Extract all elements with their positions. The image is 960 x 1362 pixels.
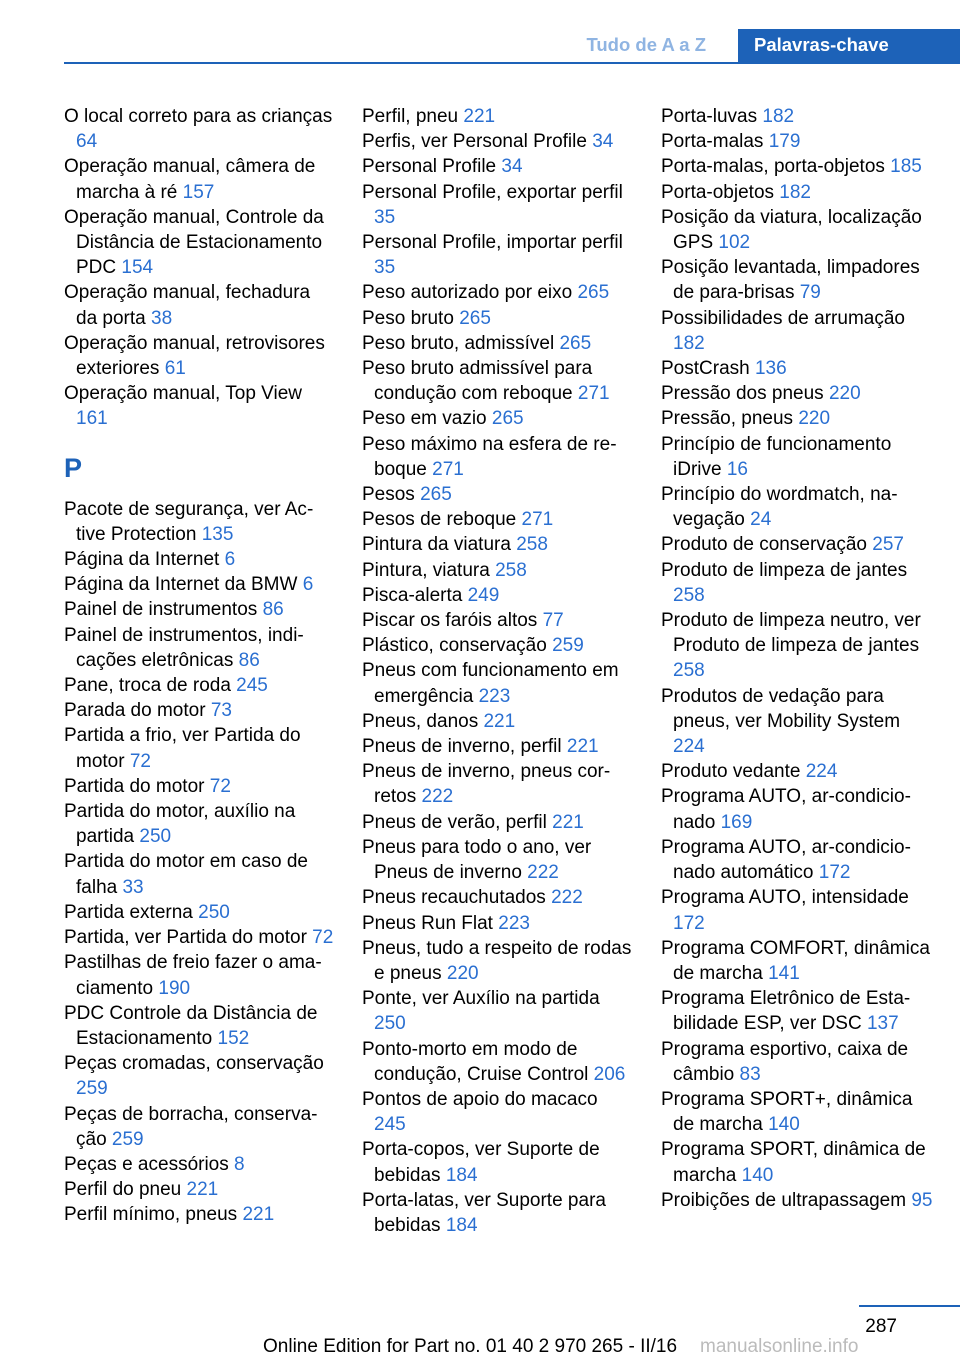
index-page-link[interactable]: 250 [374, 1013, 406, 1035]
index-entry-term: Pneus de inverno, pneus corretos [362, 761, 611, 808]
index-entry [362, 633, 634, 658]
index-entry [362, 885, 634, 910]
index-page-link[interactable]: 258 [673, 660, 705, 682]
index-entry [661, 684, 933, 760]
index-page-link[interactable]: 35 [374, 206, 396, 228]
index-page-link[interactable]: 259 [76, 1078, 108, 1100]
index-entry-term: Porta-copos, ver Suporte de bebidas [362, 1139, 600, 1186]
index-entry [661, 558, 933, 608]
index-entry-term: Peças de borracha, conservação [64, 1103, 318, 1150]
index-entry [362, 1037, 634, 1087]
index-page-link[interactable]: 206 [593, 1063, 626, 1085]
index-page-link[interactable]: 169 [720, 811, 753, 833]
index-entry [661, 1087, 933, 1137]
index-entry [64, 623, 336, 673]
index-entry [362, 734, 634, 759]
index-page-link[interactable]: 265 [420, 484, 452, 506]
index-page-link[interactable]: 35 [374, 257, 396, 279]
index-page-link[interactable]: 223 [498, 912, 530, 934]
index-entry-term: Partida a frio, ver Partida do motor [64, 725, 301, 772]
index-entry [64, 799, 336, 849]
index-entry-term: Pressão, pneus [661, 408, 794, 430]
index-page-link[interactable]: 61 [164, 358, 186, 380]
index-page-link[interactable]: 271 [577, 383, 610, 405]
index-page-link[interactable]: 72 [312, 927, 334, 949]
index-entry-term: Programa esportivo, caixa de câmbio [661, 1038, 909, 1085]
index-entry [362, 356, 634, 406]
index-entry [64, 1051, 336, 1101]
index-entry [661, 1137, 933, 1187]
index-entry [64, 900, 336, 925]
index-entry-term: Pneus recauchutados [362, 887, 546, 909]
index-page-link[interactable]: 86 [238, 649, 260, 671]
index-entry-term: Perfil mínimo, pneus [64, 1204, 238, 1226]
index-entry [661, 406, 933, 431]
index-entry-term: Pneus para todo o ano, ver Pneus de inverno [362, 836, 592, 884]
index-entry [64, 723, 336, 773]
index-entry-term: Pneus de inverno, perfil [362, 736, 562, 758]
index-page-link[interactable]: 86 [262, 599, 284, 621]
index-entry [362, 230, 634, 280]
index-page-link[interactable]: 249 [467, 584, 500, 606]
index-entry [64, 1001, 336, 1051]
index-page-link[interactable]: 140 [768, 1114, 800, 1136]
index-entry [64, 1177, 336, 1202]
index-entry [362, 154, 634, 179]
index-entry-term: Pneus, tudo a respeito de rodas e pneus [362, 937, 632, 984]
index-entry [64, 1202, 336, 1227]
index-page-link[interactable]: 222 [421, 786, 454, 808]
index-entry-term: Operação manual, fechadura da porta [64, 282, 311, 329]
index-entry-term: Produto de limpeza de jantes [661, 559, 908, 581]
index-entry [661, 986, 933, 1036]
index-entry [362, 180, 634, 230]
index-page-link[interactable]: 6 [224, 549, 236, 571]
index-entry [362, 1188, 634, 1238]
index-entry [661, 129, 933, 154]
index-entry-term: Pneus, danos [362, 710, 479, 732]
index-entry-term: Peças e acessórios [64, 1153, 229, 1175]
index-entry [661, 104, 933, 129]
index-page-link[interactable]: 271 [521, 509, 554, 531]
index-entry [362, 1137, 634, 1187]
index-letter-heading: P [64, 452, 83, 483]
index-entry [64, 331, 336, 381]
index-entry-term: Posição levantada, limpadores de para-brisas [661, 257, 920, 304]
index-page-link[interactable]: 220 [798, 408, 831, 430]
index-page-link[interactable]: 157 [182, 181, 215, 203]
index-entry [362, 406, 634, 431]
index-entry [64, 597, 336, 622]
index-entry [661, 255, 933, 305]
index-entry [661, 205, 933, 255]
section-tab[interactable]: Tudo de A a Z [586, 34, 706, 55]
index-page-link[interactable]: 73 [210, 700, 232, 722]
index-entry-term: Porta-latas, ver Suporte para bebidas [362, 1189, 606, 1236]
index-entry-term: Programa AUTO, ar-condicionado automático [661, 836, 911, 884]
index-page-link[interactable]: 136 [754, 358, 787, 380]
index-entry [362, 532, 634, 557]
footer-divider [859, 1305, 960, 1307]
index-entry-term: Programa SPORT, dinâmica de marcha [661, 1139, 926, 1186]
index-page-link[interactable]: 83 [739, 1063, 761, 1085]
index-entry [64, 698, 336, 723]
index-entry [362, 936, 634, 986]
index-page-link[interactable]: 221 [242, 1204, 275, 1226]
index-entry [64, 497, 336, 547]
index-page-link[interactable]: 152 [217, 1027, 250, 1049]
index-page-link[interactable]: 102 [718, 232, 751, 254]
index-page-link[interactable]: 245 [374, 1114, 406, 1136]
index-entry-term: PDC Controle da Distância de Estacionamento [64, 1002, 318, 1049]
index-page-link[interactable]: 220 [446, 962, 479, 984]
index-entry [661, 835, 933, 885]
index-entry-term: Partida do motor em caso de falha [64, 851, 308, 898]
index-entry-term: Personal Profile, exportar perfil [362, 181, 623, 203]
index-entry [661, 759, 933, 784]
index-entry-term: Produtos de vedação para pneus, ver Mobility System [661, 685, 901, 732]
index-page-link[interactable]: 258 [516, 534, 548, 556]
index-column-2 [362, 104, 634, 1238]
index-page-link[interactable]: 265 [577, 282, 610, 304]
index-entry [64, 381, 336, 431]
index-entry-term: Peso bruto, admissível [362, 332, 555, 354]
index-entry-term: PostCrash [661, 358, 750, 380]
index-entry [362, 280, 634, 305]
index-entry [661, 1037, 933, 1087]
index-page-link[interactable]: 258 [495, 559, 527, 581]
index-page-link[interactable]: 245 [236, 675, 268, 697]
index-page-link[interactable]: 8 [234, 1153, 245, 1175]
index-entry [661, 306, 933, 356]
index-entry-term: Peso máximo na esfera de reboque [362, 433, 617, 480]
index-entry [64, 104, 336, 154]
index-entry [64, 673, 336, 698]
index-page-link[interactable]: 258 [673, 584, 705, 606]
index-page-link[interactable]: 265 [459, 307, 491, 329]
header-bar [64, 29, 960, 64]
index-page-link[interactable]: 259 [552, 635, 584, 657]
index-page-link[interactable]: 184 [445, 1214, 478, 1236]
index-page-link[interactable]: 38 [151, 307, 173, 329]
index-entry [362, 104, 634, 129]
index-page-link[interactable]: 77 [542, 610, 564, 632]
index-entry-term: Pontos de apoio do macaco [362, 1088, 598, 1110]
watermark: manualsonline.info [700, 1336, 859, 1357]
index-entry [64, 849, 336, 899]
index-entry-term: Programa SPORT+, dinâmica de marcha [661, 1088, 913, 1136]
index-entry [362, 129, 634, 154]
index-entry [661, 356, 933, 381]
index-page-link[interactable]: 6 [302, 574, 314, 596]
index-entry [362, 583, 634, 608]
index-page-link[interactable]: 265 [491, 408, 524, 430]
index-entry-term: Perfis, ver Personal Profile [362, 131, 587, 153]
index-entry [661, 482, 933, 532]
index-entry-term: Peso bruto [362, 307, 454, 329]
index-page-link[interactable]: 190 [158, 977, 191, 999]
index-page-link[interactable]: 221 [186, 1179, 219, 1201]
index-page-link[interactable]: 265 [559, 332, 592, 354]
index-entry-term: Programa AUTO, intensidade [661, 887, 909, 909]
index-entry [661, 1188, 933, 1213]
index-entry-term: Pesos [362, 484, 415, 506]
index-page-link[interactable]: 221 [566, 736, 599, 758]
index-entry [362, 608, 634, 633]
index-entry-term: Partida, ver Partida do motor [64, 927, 307, 949]
index-page-link[interactable]: 224 [805, 761, 838, 783]
index-entry [661, 784, 933, 834]
index-page-link[interactable]: 179 [768, 131, 801, 153]
index-page-link[interactable]: 220 [828, 383, 861, 405]
index-page-link[interactable]: 250 [139, 826, 172, 848]
index-entry-term: Partida externa [64, 901, 193, 923]
index-page-link[interactable]: 72 [129, 750, 151, 772]
index-entry [64, 547, 336, 572]
index-entry [661, 432, 933, 482]
index-entry [362, 810, 634, 835]
index-column-3 [661, 104, 933, 1213]
index-entry-term: Produto de limpeza neutro, ver Produto de limpeza de jantes [661, 610, 921, 657]
index-entry [661, 180, 933, 205]
index-entry-term: Operação manual, Controle da Distância de Estacionamento PDC [64, 206, 324, 279]
index-page-link[interactable]: 221 [483, 710, 516, 732]
index-entry-term: Ponte, ver Auxílio na partida [362, 988, 600, 1010]
index-entry-term: O local correto para as crianças [64, 106, 333, 127]
edition-footer: Online Edition for Part no. 01 40 2 970 265 - II/16 [263, 1336, 678, 1357]
index-page-link[interactable]: 222 [527, 862, 559, 884]
index-page-link[interactable]: 250 [198, 901, 230, 923]
index-page-link[interactable]: 172 [818, 862, 851, 884]
index-entry [661, 532, 933, 557]
index-page-link[interactable]: 137 [866, 1013, 899, 1035]
index-entry-term: Possibilidades de arrumação [661, 307, 905, 329]
index-entry [362, 482, 634, 507]
index-entry [661, 381, 933, 406]
index-page-link[interactable]: 154 [121, 257, 154, 279]
index-entry [362, 558, 634, 583]
index-entry [661, 936, 933, 986]
index-entry [661, 885, 933, 935]
index-page-link[interactable]: 224 [673, 736, 705, 758]
index-entry-term: Proibições de ultrapassagem [661, 1189, 907, 1211]
index-entry-term: Pisca-alerta [362, 584, 463, 606]
index-page-link[interactable]: 184 [445, 1164, 478, 1186]
index-entry-term: Ponto-morto em modo de condução, Cruise Control [362, 1038, 589, 1085]
index-entry-term: Peças cromadas, conservação [64, 1053, 324, 1075]
index-entry [362, 986, 634, 1036]
index-page-link[interactable]: 182 [779, 181, 811, 203]
index-column-1 [64, 104, 336, 1228]
index-page-link[interactable]: 140 [741, 1164, 774, 1186]
index-entry-term: Porta-luvas [661, 106, 758, 127]
index-entry-term: Pressão dos pneus [661, 383, 824, 405]
index-entry [64, 950, 336, 1000]
index-entry-term: Plástico, conservação [362, 635, 547, 657]
index-entry-term: Produto vedante [661, 761, 801, 783]
index-entry-term: Painel de instrumentos, indicações eletrônicas [64, 624, 304, 671]
index-page-link[interactable]: 64 [76, 131, 98, 153]
index-entry-term: Pane, troca de roda [64, 675, 231, 697]
index-entry [661, 154, 933, 179]
index-entry-term: Porta-malas, porta-objetos [661, 156, 885, 178]
index-entry-term: Peso em vazio [362, 408, 487, 430]
index-entry-term: Pacote de segurança, ver Active Protection [64, 498, 314, 545]
chapter-tab[interactable]: Palavras-chave [738, 29, 960, 62]
index-entry-term: Pintura da viatura [362, 534, 511, 556]
index-entry-term: Pneus de verão, perfil [362, 811, 547, 833]
index-page-link[interactable]: 222 [551, 887, 583, 909]
index-entry-term: Parada do motor [64, 700, 206, 722]
index-page-link[interactable]: 141 [768, 962, 800, 984]
index-page-link[interactable]: 223 [478, 685, 511, 707]
index-page-link[interactable]: 79 [799, 282, 821, 304]
index-entry-term: Pintura, viatura [362, 559, 490, 581]
index-page-link[interactable]: 257 [872, 534, 904, 556]
index-page-link[interactable]: 33 [122, 876, 144, 898]
index-entry-term: Programa Eletrônico de Estabilidade ESP, ver DSC [661, 988, 911, 1035]
index-page-link[interactable]: 172 [673, 912, 705, 934]
index-page-link[interactable]: 161 [76, 408, 108, 430]
index-page-link[interactable]: 24 [750, 509, 772, 531]
index-page-link[interactable]: 221 [463, 106, 496, 127]
index-entry [64, 1152, 336, 1177]
index-entry [64, 154, 336, 204]
index-entry-term: Personal Profile [362, 156, 497, 178]
index-entry-term: Princípio do wordmatch, navegação [661, 484, 898, 531]
index-page-link[interactable]: 221 [552, 811, 584, 833]
index-entry [64, 280, 336, 330]
index-entry-term: Peso bruto admissível para condução com reboque [362, 358, 593, 405]
index-entry-term: Pneus com funcionamento em emergência [362, 660, 619, 707]
index-page-link[interactable]: 34 [592, 131, 614, 153]
index-entry-term: Perfil, pneu [362, 106, 459, 127]
page-number: 287 [865, 1316, 897, 1337]
index-entry-term: Programa COMFORT, dinâmica de marcha [661, 937, 930, 984]
index-page-link[interactable]: 72 [209, 775, 231, 797]
index-entry-term: Página da Internet [64, 549, 220, 571]
index-entry [362, 1087, 634, 1137]
index-entry [362, 507, 634, 532]
index-entry [64, 1102, 336, 1152]
index-page-link[interactable]: 271 [432, 458, 464, 480]
index-entry-term: Operação manual, Top View [64, 383, 303, 405]
index-entry-term: Pneus Run Flat [362, 912, 493, 934]
index-entry-term: Partida do motor, auxílio na partida [64, 801, 296, 848]
index-entry-term: Posição da viatura, localização GPS [661, 206, 922, 254]
index-entry-term: Programa AUTO, ar-condicionado [661, 786, 911, 833]
index-page-link[interactable]: 16 [726, 458, 748, 480]
index-page-link[interactable]: 95 [911, 1189, 933, 1211]
index-page-link[interactable]: 135 [201, 523, 234, 545]
index-entry [362, 306, 634, 331]
index-entry-term: Partida do motor [64, 775, 205, 797]
index-entry [362, 432, 634, 482]
index-entry-term: Produto de conservação [661, 534, 867, 556]
index-entry-term: Princípio de funcionamento iDrive [661, 433, 892, 480]
index-entry [64, 205, 336, 281]
index-entry-term: Pastilhas de freio fazer o amaciamento [64, 952, 322, 999]
index-entry-term: Operação manual, câmera de marcha à ré [64, 156, 316, 203]
index-entry-term: Peso autorizado por eixo [362, 282, 573, 304]
index-page-link[interactable]: 182 [673, 332, 705, 354]
index-page-link[interactable]: 185 [890, 156, 922, 178]
index-page-link[interactable]: 259 [111, 1128, 144, 1150]
index-entry-term: Porta-objetos [661, 181, 775, 203]
index-entry [661, 608, 933, 684]
index-entry [64, 774, 336, 799]
index-entry [362, 331, 634, 356]
index-entry-term: Personal Profile, importar perfil [362, 232, 623, 254]
index-entry [362, 911, 634, 936]
index-entry-term: Perfil do pneu [64, 1179, 182, 1201]
index-entry [64, 572, 336, 597]
index-entry-term: Porta-malas [661, 131, 764, 153]
index-entry-term: Pesos de reboque [362, 509, 517, 531]
index-entry [362, 835, 634, 885]
index-entry-term: Página da Internet da BMW [64, 574, 298, 596]
index-entry [362, 759, 634, 809]
index-entry-term: Piscar os faróis altos [362, 610, 538, 632]
index-page-link[interactable]: 34 [501, 156, 523, 178]
index-entry-term: Painel de instrumentos [64, 599, 258, 621]
index-entry [362, 658, 634, 708]
index-entry [64, 925, 336, 950]
index-entry [362, 709, 634, 734]
index-page-link[interactable]: 182 [762, 106, 795, 127]
index-entry-term: Operação manual, retrovisores exteriores [64, 332, 325, 380]
